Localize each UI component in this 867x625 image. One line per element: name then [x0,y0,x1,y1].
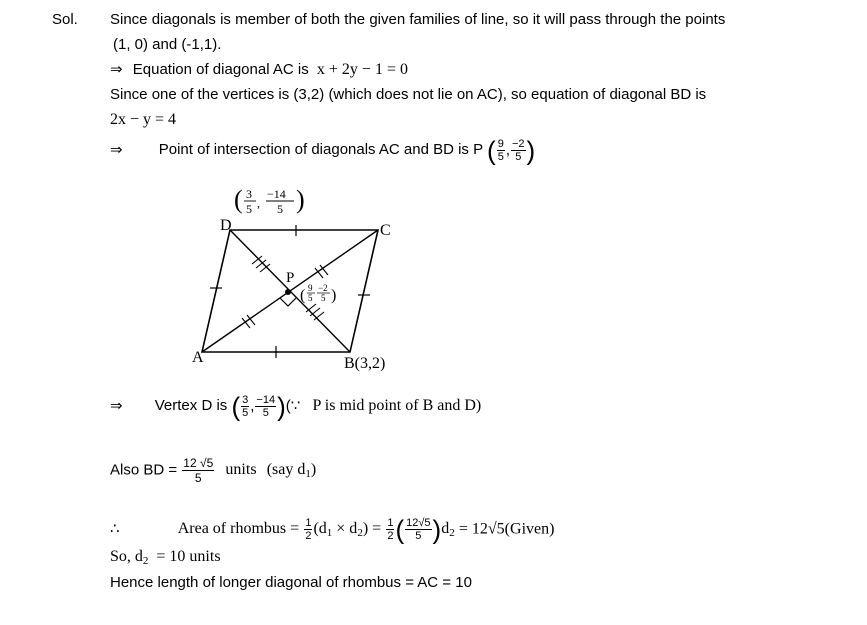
text-line-7: ⇒ Vertex D is ( $\frac{3}{5}$ , $\frac{-14}{5}$ )(∵ P is mid point of B and D) [110,391,482,422]
text-line-11: Hence length of longer diagonal of rhombus = AC = 10 [110,574,472,591]
solution-label: Sol. [52,11,78,28]
svg-text:(: ( [234,185,243,214]
text-line-8 [110,456,316,485]
implies-symbol: ⇒ [110,61,123,78]
equation-ac-label: Equation of diagonal AC is [132,61,309,78]
svg-text:): ) [331,287,337,304]
fig-d-y-num: −14 [267,187,286,201]
d-y-fraction: $\frac{-14}{5}$ [256,394,276,419]
vertex-b-label: B(3,2) [344,355,386,372]
therefore-symbol: ∴ [110,520,120,538]
d-x-fraction: $\frac{3}{5}$ [242,394,249,419]
rhombus-figure [180,180,440,380]
equation-bd: 2x − y = 4 [110,111,177,128]
area-fraction: $\frac{12√5}{5}$ [406,517,431,542]
implies-symbol: ⇒ [110,141,123,159]
point-p-label: P [286,270,295,286]
implies-symbol: ⇒ [110,397,123,415]
fig-d-y-den: 5 [277,202,283,216]
intersection-text: Point of intersection of diagonals AC and BD is P [158,141,483,159]
fig-p-x-num: 9 [308,283,313,293]
svg-text:,: , [257,196,260,210]
vertex-d-text: Vertex D is [154,397,228,415]
half-fraction-2: $\frac{1}{2}$ [387,517,394,542]
text-line-4: Since one of the vertices is (3,2) (which does not lie on AC), so equation of diagonal BD is [110,86,707,103]
midpoint-reason: P is mid point of B and D) [312,397,482,415]
equation-ac: x + 2y − 1 = 0 [316,61,408,78]
text-line-3 [110,60,408,80]
bd-units: units [225,461,257,479]
half-fraction: $\frac{1}{2}$ [305,517,312,542]
fig-p-y-num: −2 [318,283,328,293]
bd-label: Also BD = [110,461,178,479]
fig-p-y-den: 5 [321,293,326,303]
vertex-a-label: A [192,349,204,366]
text-line-10: So, $d_2 = 10$ units [110,548,221,567]
text-line-6: ⇒ Point of intersection of diagonals AC and BD is P ( $\frac{9}{5}$ , $\frac{-2}{5}$ ) [110,135,536,166]
text-line-1: Since diagonals is member of both the given families of line, so it will pass through the points [110,11,726,28]
text-line-9: ∴ Area of rhombus = $\frac{1}{2}$ $(d_1 \times d_2)$ = $\frac{1}{2}$ ( $\frac{12√5}{5}$ )$d_2$ = 12√5(Given) [110,514,555,545]
bd-fraction: $\frac{12 √5}{5}$ [183,456,214,485]
text-line-2: (1, 0) and (-1,1). [113,36,222,53]
p-x-fraction: $\frac{9}{5}$ [497,138,504,163]
vertex-c-label: C [380,222,391,239]
because-symbol: (∵ [285,397,301,415]
area-label: Area of rhombus = [177,520,300,538]
fig-d-x-num: 3 [246,187,252,201]
area-result: = 12√5(Given) [458,520,555,538]
bd-say: (say $d_1$) [266,461,317,481]
fig-d-x-den: 5 [246,202,252,216]
fig-p-x-den: 5 [308,293,313,303]
svg-text:): ) [296,185,305,214]
p-y-fraction: $\frac{-2}{5}$ [511,138,525,163]
point-p [285,289,291,295]
vertex-d-label: D [220,217,232,234]
right-angle-mark [280,298,296,306]
svg-text:(: ( [300,287,306,304]
